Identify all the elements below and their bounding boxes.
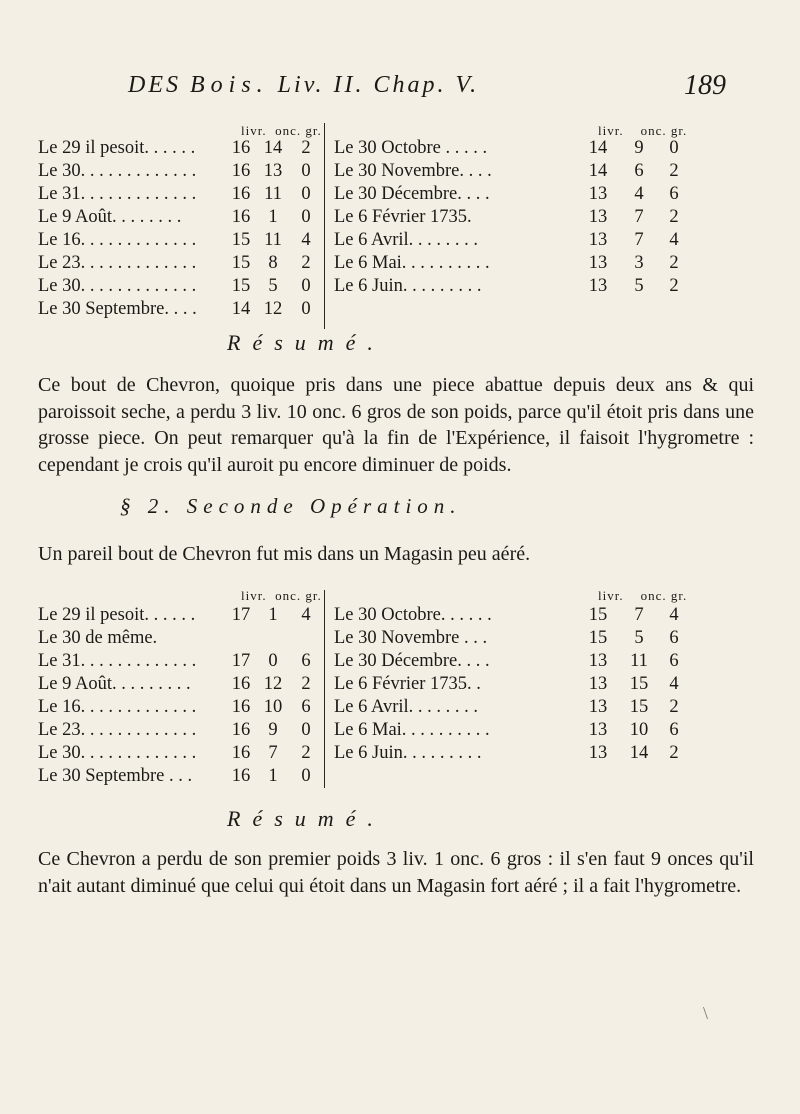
value-onc: 5	[268, 276, 278, 296]
table-2-right-column	[334, 604, 754, 765]
row-label: Le 30 de même.	[38, 628, 158, 648]
value-gr: 2	[301, 674, 311, 694]
running-head-title: Bois.	[190, 72, 269, 98]
row-label: Le 30 Novembre . . .	[334, 628, 488, 648]
paragraph: Ce Chevron a perdu de son premier poids 3 liv. 1 onc. 6 gros : il s'en faut 9 onces qu'il n'ait autant diminué que celui qui étoit dans un Magasin fort aéré ; il a fait l'hygrometre.	[38, 848, 754, 897]
table-row	[38, 742, 338, 765]
table-row	[38, 275, 338, 298]
value-gr: 0	[301, 720, 311, 740]
value-onc: 12	[263, 674, 283, 694]
unit-onc: onc.	[275, 123, 302, 138]
page-number: 189	[684, 70, 726, 101]
value-onc: 15	[629, 697, 649, 717]
table-row	[334, 206, 754, 229]
row-label: Le 30. . . . . . . . . . . . .	[38, 743, 197, 763]
value-livr: 14	[588, 161, 608, 181]
row-label: Le 6 Février 1735.	[334, 207, 472, 227]
value-gr: 2	[669, 161, 679, 181]
value-gr: 0	[301, 184, 311, 204]
value-livr: 16	[231, 743, 251, 763]
running-head-right: Liv. II. Chap. V.	[277, 72, 480, 98]
value-gr: 6	[301, 697, 311, 717]
table-row	[38, 298, 338, 321]
unit-gr: gr.	[305, 588, 322, 603]
value-onc: 11	[264, 184, 282, 204]
unit-onc: onc.	[640, 123, 667, 138]
table-row	[38, 719, 338, 742]
running-head	[128, 72, 648, 99]
value-livr: 16	[231, 138, 251, 158]
value-livr: 13	[588, 743, 608, 763]
value-gr: 2	[301, 743, 311, 763]
value-livr: 17	[231, 605, 251, 625]
value-gr: 0	[301, 276, 311, 296]
row-label: Le 16. . . . . . . . . . . . .	[38, 697, 197, 717]
value-onc: 11	[264, 230, 282, 250]
table-row	[38, 160, 338, 183]
row-label: Le 29 il pesoit. . . . . .	[38, 138, 196, 158]
table-row	[38, 650, 338, 673]
value-onc: 7	[634, 207, 644, 227]
table-row	[38, 673, 338, 696]
unit-onc: onc.	[275, 588, 302, 603]
table-row	[38, 604, 338, 627]
value-livr: 13	[588, 276, 608, 296]
table-row	[38, 137, 338, 160]
unit-livr: livr.	[241, 588, 267, 603]
value-livr: 16	[231, 161, 251, 181]
table-row	[38, 206, 338, 229]
row-label: Le 6 Juin. . . . . . . . .	[334, 276, 482, 296]
value-gr: 2	[669, 697, 679, 717]
value-onc: 7	[634, 605, 644, 625]
table-row	[334, 229, 754, 252]
value-onc: 7	[634, 230, 644, 250]
table-row	[334, 719, 754, 742]
value-livr: 15	[231, 230, 251, 250]
value-livr: 15	[588, 605, 608, 625]
weight-table-1	[38, 119, 758, 333]
value-livr: 14	[588, 138, 608, 158]
value-onc: 1	[268, 766, 278, 786]
value-gr: 0	[301, 207, 311, 227]
value-gr: 4	[669, 674, 679, 694]
row-label: Le 31. . . . . . . . . . . . .	[38, 184, 197, 204]
column-divider	[324, 590, 325, 788]
stray-mark: \	[703, 1003, 709, 1023]
value-gr: 6	[669, 720, 679, 740]
table-row	[334, 252, 754, 275]
row-label: Le 29 il pesoit. . . . . .	[38, 605, 196, 625]
unit-gr: gr.	[670, 123, 688, 138]
table-1-left-column	[38, 137, 338, 321]
value-gr: 2	[669, 207, 679, 227]
table-row	[38, 627, 338, 650]
row-label: Le 6 Février 1735. .	[334, 674, 481, 694]
value-livr: 16	[231, 207, 251, 227]
table-row	[334, 604, 754, 627]
value-gr: 0	[301, 161, 311, 181]
value-gr: 0	[301, 299, 311, 319]
value-livr: 13	[588, 207, 608, 227]
table-row	[334, 673, 754, 696]
value-onc: 9	[634, 138, 644, 158]
table-1-right-column	[334, 137, 754, 298]
row-label: Le 30 Novembre. . . .	[334, 161, 492, 181]
row-label: Le 16. . . . . . . . . . . . .	[38, 230, 197, 250]
value-gr: 2	[669, 276, 679, 296]
value-onc: 13	[263, 161, 283, 181]
value-livr: 14	[231, 299, 251, 319]
column-divider	[324, 123, 325, 329]
value-onc: 10	[629, 720, 649, 740]
table-row	[334, 183, 754, 206]
section-heading: § 2. Seconde Opération.	[120, 494, 462, 518]
value-livr: 13	[588, 230, 608, 250]
unit-gr: gr.	[305, 123, 322, 138]
value-onc: 8	[268, 253, 278, 273]
value-gr: 2	[301, 253, 311, 273]
value-livr: 13	[588, 253, 608, 273]
table-row	[38, 183, 338, 206]
table-row	[334, 275, 754, 298]
paragraph: Un pareil bout de Chevron fut mis dans un Magasin peu aéré.	[38, 543, 531, 565]
table-row	[334, 650, 754, 673]
value-onc: 9	[268, 720, 278, 740]
value-onc: 4	[634, 184, 644, 204]
value-gr: 6	[301, 651, 311, 671]
table-row	[334, 160, 754, 183]
running-head-left: DES	[128, 72, 181, 98]
row-label: Le 30 Septembre. . . .	[38, 299, 197, 319]
row-label: Le 30 Octobre. . . . . .	[334, 605, 492, 625]
value-onc: 10	[263, 697, 283, 717]
value-gr: 4	[301, 605, 311, 625]
unit-onc: onc.	[640, 588, 667, 603]
row-label: Le 30 Décembre. . . .	[334, 651, 490, 671]
row-label: Le 9 Août. . . . . . . . .	[38, 674, 191, 694]
value-gr: 2	[301, 138, 311, 158]
table-row	[38, 765, 338, 788]
unit-gr: gr.	[670, 588, 688, 603]
value-livr: 15	[588, 628, 608, 648]
row-label: Le 30. . . . . . . . . . . . .	[38, 161, 197, 181]
row-label: Le 6 Mai. . . . . . . . . .	[334, 720, 490, 740]
value-gr: 6	[669, 184, 679, 204]
value-livr: 15	[231, 276, 251, 296]
value-gr: 2	[669, 743, 679, 763]
unit-livr: livr.	[241, 123, 267, 138]
value-livr: 16	[231, 697, 251, 717]
value-livr: 13	[588, 674, 608, 694]
value-onc: 1	[268, 207, 278, 227]
value-gr: 4	[301, 230, 311, 250]
value-onc: 5	[634, 628, 644, 648]
table-row	[38, 696, 338, 719]
value-livr: 16	[231, 184, 251, 204]
value-livr: 17	[231, 651, 251, 671]
weight-table-2	[38, 584, 758, 814]
table-row	[38, 252, 338, 275]
value-livr: 16	[231, 674, 251, 694]
value-gr: 0	[301, 766, 311, 786]
value-livr: 13	[588, 184, 608, 204]
value-livr: 13	[588, 697, 608, 717]
table-2-left-column	[38, 604, 338, 788]
row-label: Le 31. . . . . . . . . . . . .	[38, 651, 197, 671]
row-label: Le 23. . . . . . . . . . . . .	[38, 720, 197, 740]
value-onc: 12	[263, 299, 283, 319]
value-gr: 2	[669, 253, 679, 273]
value-gr: 4	[669, 230, 679, 250]
value-livr: 13	[588, 651, 608, 671]
value-onc: 11	[630, 651, 648, 671]
paragraph: Ce bout de Chevron, quoique pris dans une piece abattue depuis deux ans & qui paroissoit seche, a perdu 3 liv. 10 onc. 6 gros de son poids, parce qu'il étoit pris dans une grosse piece. On peut remarquer qu'à la fin de l'Expérience, il faisoit l'hygrometre : cependant je crois qu'il auroit pu encore diminuer de poids.	[38, 374, 754, 476]
row-label: Le 30 Décembre. . . .	[334, 184, 490, 204]
row-label: Le 30 Septembre . . .	[38, 766, 193, 786]
resume-heading: Résumé.	[227, 330, 385, 355]
table-row	[38, 229, 338, 252]
unit-livr: livr.	[598, 123, 624, 138]
table-row	[334, 137, 754, 160]
value-livr: 16	[231, 766, 251, 786]
value-gr: 6	[669, 651, 679, 671]
row-label: Le 6 Avril. . . . . . . .	[334, 230, 479, 250]
table-row	[334, 742, 754, 765]
value-onc: 14	[263, 138, 283, 158]
unit-livr: livr.	[598, 588, 624, 603]
row-label: Le 30 Octobre . . . . .	[334, 138, 488, 158]
row-label: Le 6 Juin. . . . . . . . .	[334, 743, 482, 763]
value-livr: 15	[231, 253, 251, 273]
row-label: Le 6 Avril. . . . . . . .	[334, 697, 479, 717]
row-label: Le 6 Mai. . . . . . . . . .	[334, 253, 490, 273]
value-gr: 0	[669, 138, 679, 158]
value-gr: 6	[669, 628, 679, 648]
value-onc: 3	[634, 253, 644, 273]
value-gr: 4	[669, 605, 679, 625]
value-onc: 6	[634, 161, 644, 181]
value-onc: 5	[634, 276, 644, 296]
table-row	[334, 696, 754, 719]
value-onc: 1	[268, 605, 278, 625]
value-livr: 13	[588, 720, 608, 740]
row-label: Le 23. . . . . . . . . . . . .	[38, 253, 197, 273]
value-onc: 7	[268, 743, 278, 763]
value-onc: 14	[629, 743, 649, 763]
resume-heading: Résumé.	[227, 806, 385, 831]
value-onc: 15	[629, 674, 649, 694]
row-label: Le 30. . . . . . . . . . . . .	[38, 276, 197, 296]
value-livr: 16	[231, 720, 251, 740]
table-row	[334, 627, 754, 650]
value-onc: 0	[268, 651, 278, 671]
row-label: Le 9 Août. . . . . . . .	[38, 207, 182, 227]
